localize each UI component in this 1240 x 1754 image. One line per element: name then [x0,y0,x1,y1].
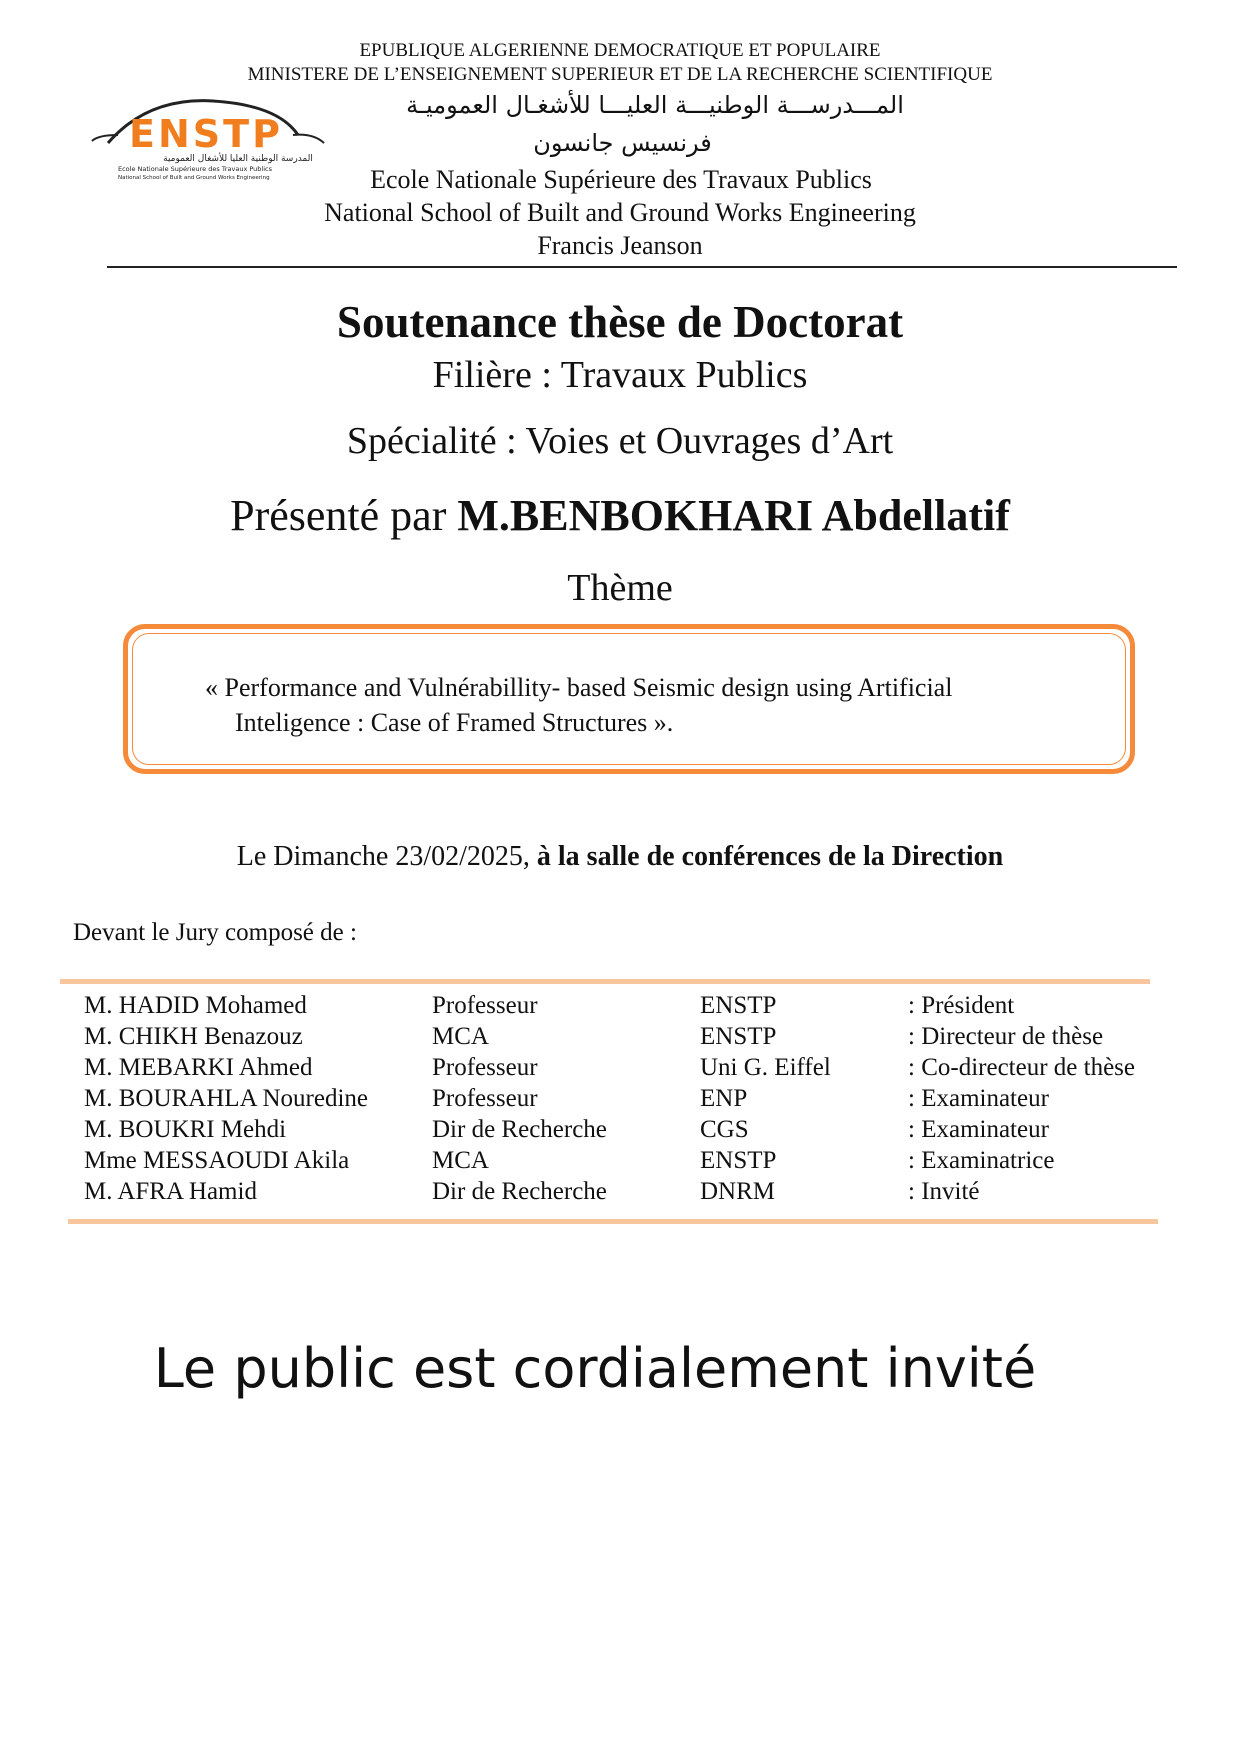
header-arabic-name: فرنسيس جانسون [533,129,712,157]
jury-role: : Examinatrice [908,1147,1055,1174]
table-row [84,1052,1168,1083]
jury-name: M. BOURAHLA Nouredine [84,1085,369,1112]
header-arabic-school: المـــدرســـة الوطنيـــة العليـــا للأشغـال العموميـة [406,91,904,119]
jury-name: Mme MESSAOUDI Akila [84,1147,350,1174]
date-location: à la salle de conférences de la Direction [536,841,1004,872]
jury-role: : Invité [908,1178,980,1205]
presenter [0,490,1240,542]
theme-text [205,670,1085,740]
specialite: Spécialité : Voies et Ouvrages d’Art [346,420,894,462]
jury-name: M. BOUKRI Mehdi [84,1116,287,1143]
jury-grade: Professeur [432,1054,538,1081]
table-row [84,1114,1168,1145]
jury-table [84,990,1168,1207]
jury-grade: Dir de Recherche [432,1178,607,1205]
jury-bottom-rule [68,1219,1158,1224]
table-row [84,1145,1168,1176]
jury-grade: Professeur [432,1085,538,1112]
jury-name: M. HADID Mohamed [84,992,307,1019]
jury-institution: ENSTP [700,1023,777,1050]
theme-line-2: Inteligence : Case of Framed Structures ». [235,708,674,737]
jury-top-rule [60,979,1150,984]
defense-date [0,840,1240,874]
logo-en: National School of Built and Ground Works Engineering [118,175,270,181]
logo-text: ENSTP [129,112,283,156]
jury-institution: DNRM [700,1178,776,1205]
jury-grade: MCA [432,1023,489,1050]
header-divider [107,266,1177,268]
theme-line-1: « Performance and Vulnérabillity- based Seismic design using Artificial [205,673,953,702]
jury-institution: ENSTP [700,1147,777,1174]
filiere: Filière : Travaux Publics [432,354,808,396]
presenter-prefix: Présenté par [230,491,458,540]
jury-grade: MCA [432,1147,489,1174]
logo-arabic: المدرسة الوطنية العليا للأشغال العمومية [163,154,313,164]
presenter-name: M.BENBOKHARI Abdellatif [457,491,1010,540]
date-day: Le Dimanche 23/02/2025, [236,841,537,872]
jury-institution: ENP [700,1085,748,1112]
table-row [84,990,1168,1021]
header-school-name: Francis Jeanson [537,231,703,260]
header-school-en: National School of Built and Ground Works Engineering [324,198,916,227]
jury-institution: ENSTP [700,992,777,1019]
jury-role: : Examinateur [908,1085,1049,1112]
jury-name: M. MEBARKI Ahmed [84,1054,313,1081]
jury-intro: Devant le Jury composé de : [73,919,357,946]
table-row [84,1021,1168,1052]
logo-fr: Ecole Nationale Supérieure des Travaux Publics [118,165,272,173]
theme-label: Thème [567,567,673,609]
header-republic: EPUBLIQUE ALGERIENNE DEMOCRATIQUE ET POPULAIRE [359,40,881,61]
jury-role: : Président [908,992,1015,1019]
header-school-fr: Ecole Nationale Supérieure des Travaux Publics [370,165,872,194]
table-row [84,1176,1168,1207]
jury-grade: Professeur [432,992,538,1019]
jury-institution: Uni G. Eiffel [700,1054,831,1081]
public-invitation: Le public est cordialement invité [153,1337,1037,1400]
jury-institution: CGS [700,1116,749,1143]
header-ministry: MINISTERE DE L’ENSEIGNEMENT SUPERIEUR ET DE LA RECHERCHE SCIENTIFIQUE [247,64,993,85]
page-title: Soutenance thèse de Doctorat [336,297,904,347]
jury-role: : Co-directeur de thèse [908,1054,1135,1081]
jury-name: M. AFRA Hamid [84,1178,257,1205]
jury-name: M. CHIKH Benazouz [84,1023,303,1050]
table-row [84,1083,1168,1114]
enstp-logo [88,95,328,187]
jury-grade: Dir de Recherche [432,1116,607,1143]
jury-role: : Directeur de thèse [908,1023,1104,1050]
jury-role: : Examinateur [908,1116,1049,1143]
